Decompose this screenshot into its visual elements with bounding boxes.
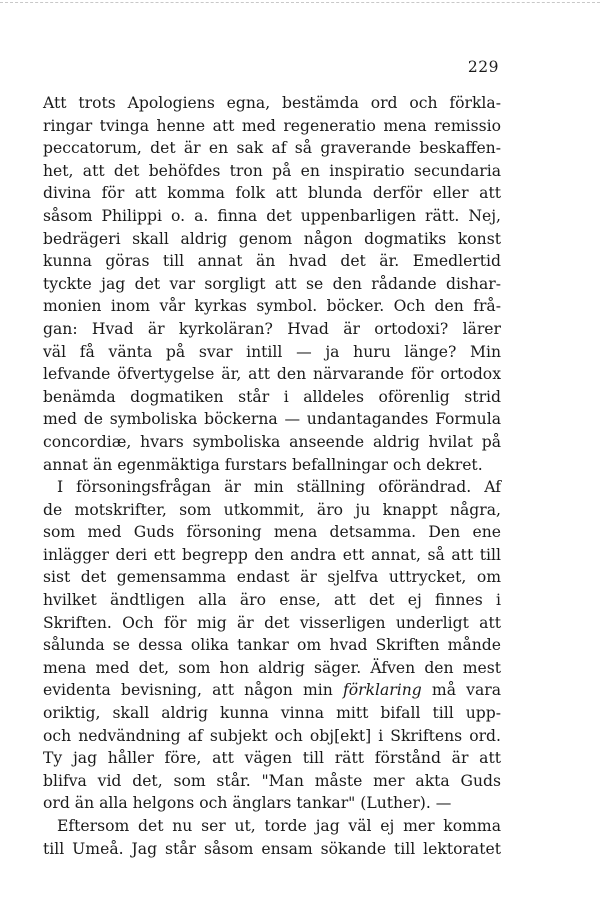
paragraph-start-line: I försoningsfrågan är min ställning oförändrad. Af	[57, 478, 501, 497]
text-line: till Umeå. Jag står såsom ensam sökande till lektoratet	[43, 839, 501, 858]
paragraph-end-line: annat än egenmäktiga furstars befallningar och dekret.	[43, 455, 483, 474]
text-line: monien inom vår kyrkas symbol. böcker. Och den frå-	[43, 297, 501, 316]
text-line: mena med det, som hon aldrig säger. Äfven den mest	[43, 658, 501, 677]
text-line: ringar tvinga henne att med regeneratio mena remissio	[43, 116, 501, 135]
text-line: benämda dogmatiken står i alldeles oförenlig strid	[43, 387, 501, 406]
text-line: oriktig, skall aldrig kunna vinna mitt bifall till upp-	[43, 704, 501, 723]
text-segment: må vara	[421, 681, 501, 700]
text-line-with-emphasis	[43, 679, 501, 702]
emphasized-word: förklaring	[342, 681, 422, 700]
text-segment: evidenta bevisning, att någon min	[43, 681, 343, 700]
text-line: lefvande öfvertygelse är, att den närvarande för ortodox	[43, 365, 501, 384]
text-line: sålunda se dessa olika tankar om hvad Skriften månde	[43, 636, 501, 655]
text-line: divina för att komma folk att blunda derför eller att	[43, 184, 501, 203]
paragraph-end-line: ord än alla helgons och änglars tankar" (Luther). —	[43, 794, 452, 813]
text-line: och nedvändning af subjekt och obj[ekt] i Skriftens ord.	[43, 726, 501, 745]
text-line: gan: Hvad är kyrkoläran? Hvad är ortodoxi? lärer	[43, 319, 501, 338]
text-line: bedrägeri skall aldrig genom någon dogmatiks konst	[43, 229, 501, 248]
text-line: sist det gemensamma endast är sjelfva uttrycket, om	[43, 568, 501, 587]
text-line: peccatorum, det är en sak af så graverande beskaffen-	[43, 139, 501, 158]
body-text	[43, 92, 501, 860]
text-line: med de symboliska böckerna — undantagandes Formula	[43, 410, 501, 429]
scan-edge-rule	[0, 2, 600, 3]
text-line: väl få vänta på svar intill — ja huru länge? Min	[43, 342, 501, 361]
text-line: Att trots Apologiens egna, bestämda ord och förkla-	[43, 94, 501, 112]
text-line: kunna göras till annat än hvad det är. Emedlertid	[43, 252, 501, 271]
text-line: het, att det behöfdes tron på en inspiratio secundaria	[43, 161, 501, 180]
text-line: som med Guds försoning mena detsamma. Den ene	[43, 523, 501, 542]
page-number: 229	[467, 58, 499, 76]
text-line: såsom Philippi o. a. finna det uppenbarligen rätt. Nej,	[43, 206, 501, 225]
text-line: Ty jag håller före, att vägen till rätt förstånd är att	[43, 749, 501, 768]
text-line: tyckte jag det var sorgligt att se den rådande dishar-	[43, 274, 501, 293]
text-line: concordiæ, hvars symboliska anseende aldrig hvilat på	[43, 432, 501, 451]
paragraph-start-line: Eftersom det nu ser ut, torde jag väl ej mer komma	[57, 817, 501, 835]
text-line: blifva vid det, som står. "Man måste mer akta Guds	[43, 771, 501, 790]
text-line: inlägger deri ett begrepp den andra ett annat, så att till	[43, 545, 501, 564]
text-line: de motskrifter, som utkommit, äro ju knappt några,	[43, 500, 501, 519]
text-line: Skriften. Och för mig är det visserligen underligt att	[43, 613, 501, 632]
text-line: hvilket ändtligen alla äro ense, att det ej finnes i	[43, 591, 501, 610]
